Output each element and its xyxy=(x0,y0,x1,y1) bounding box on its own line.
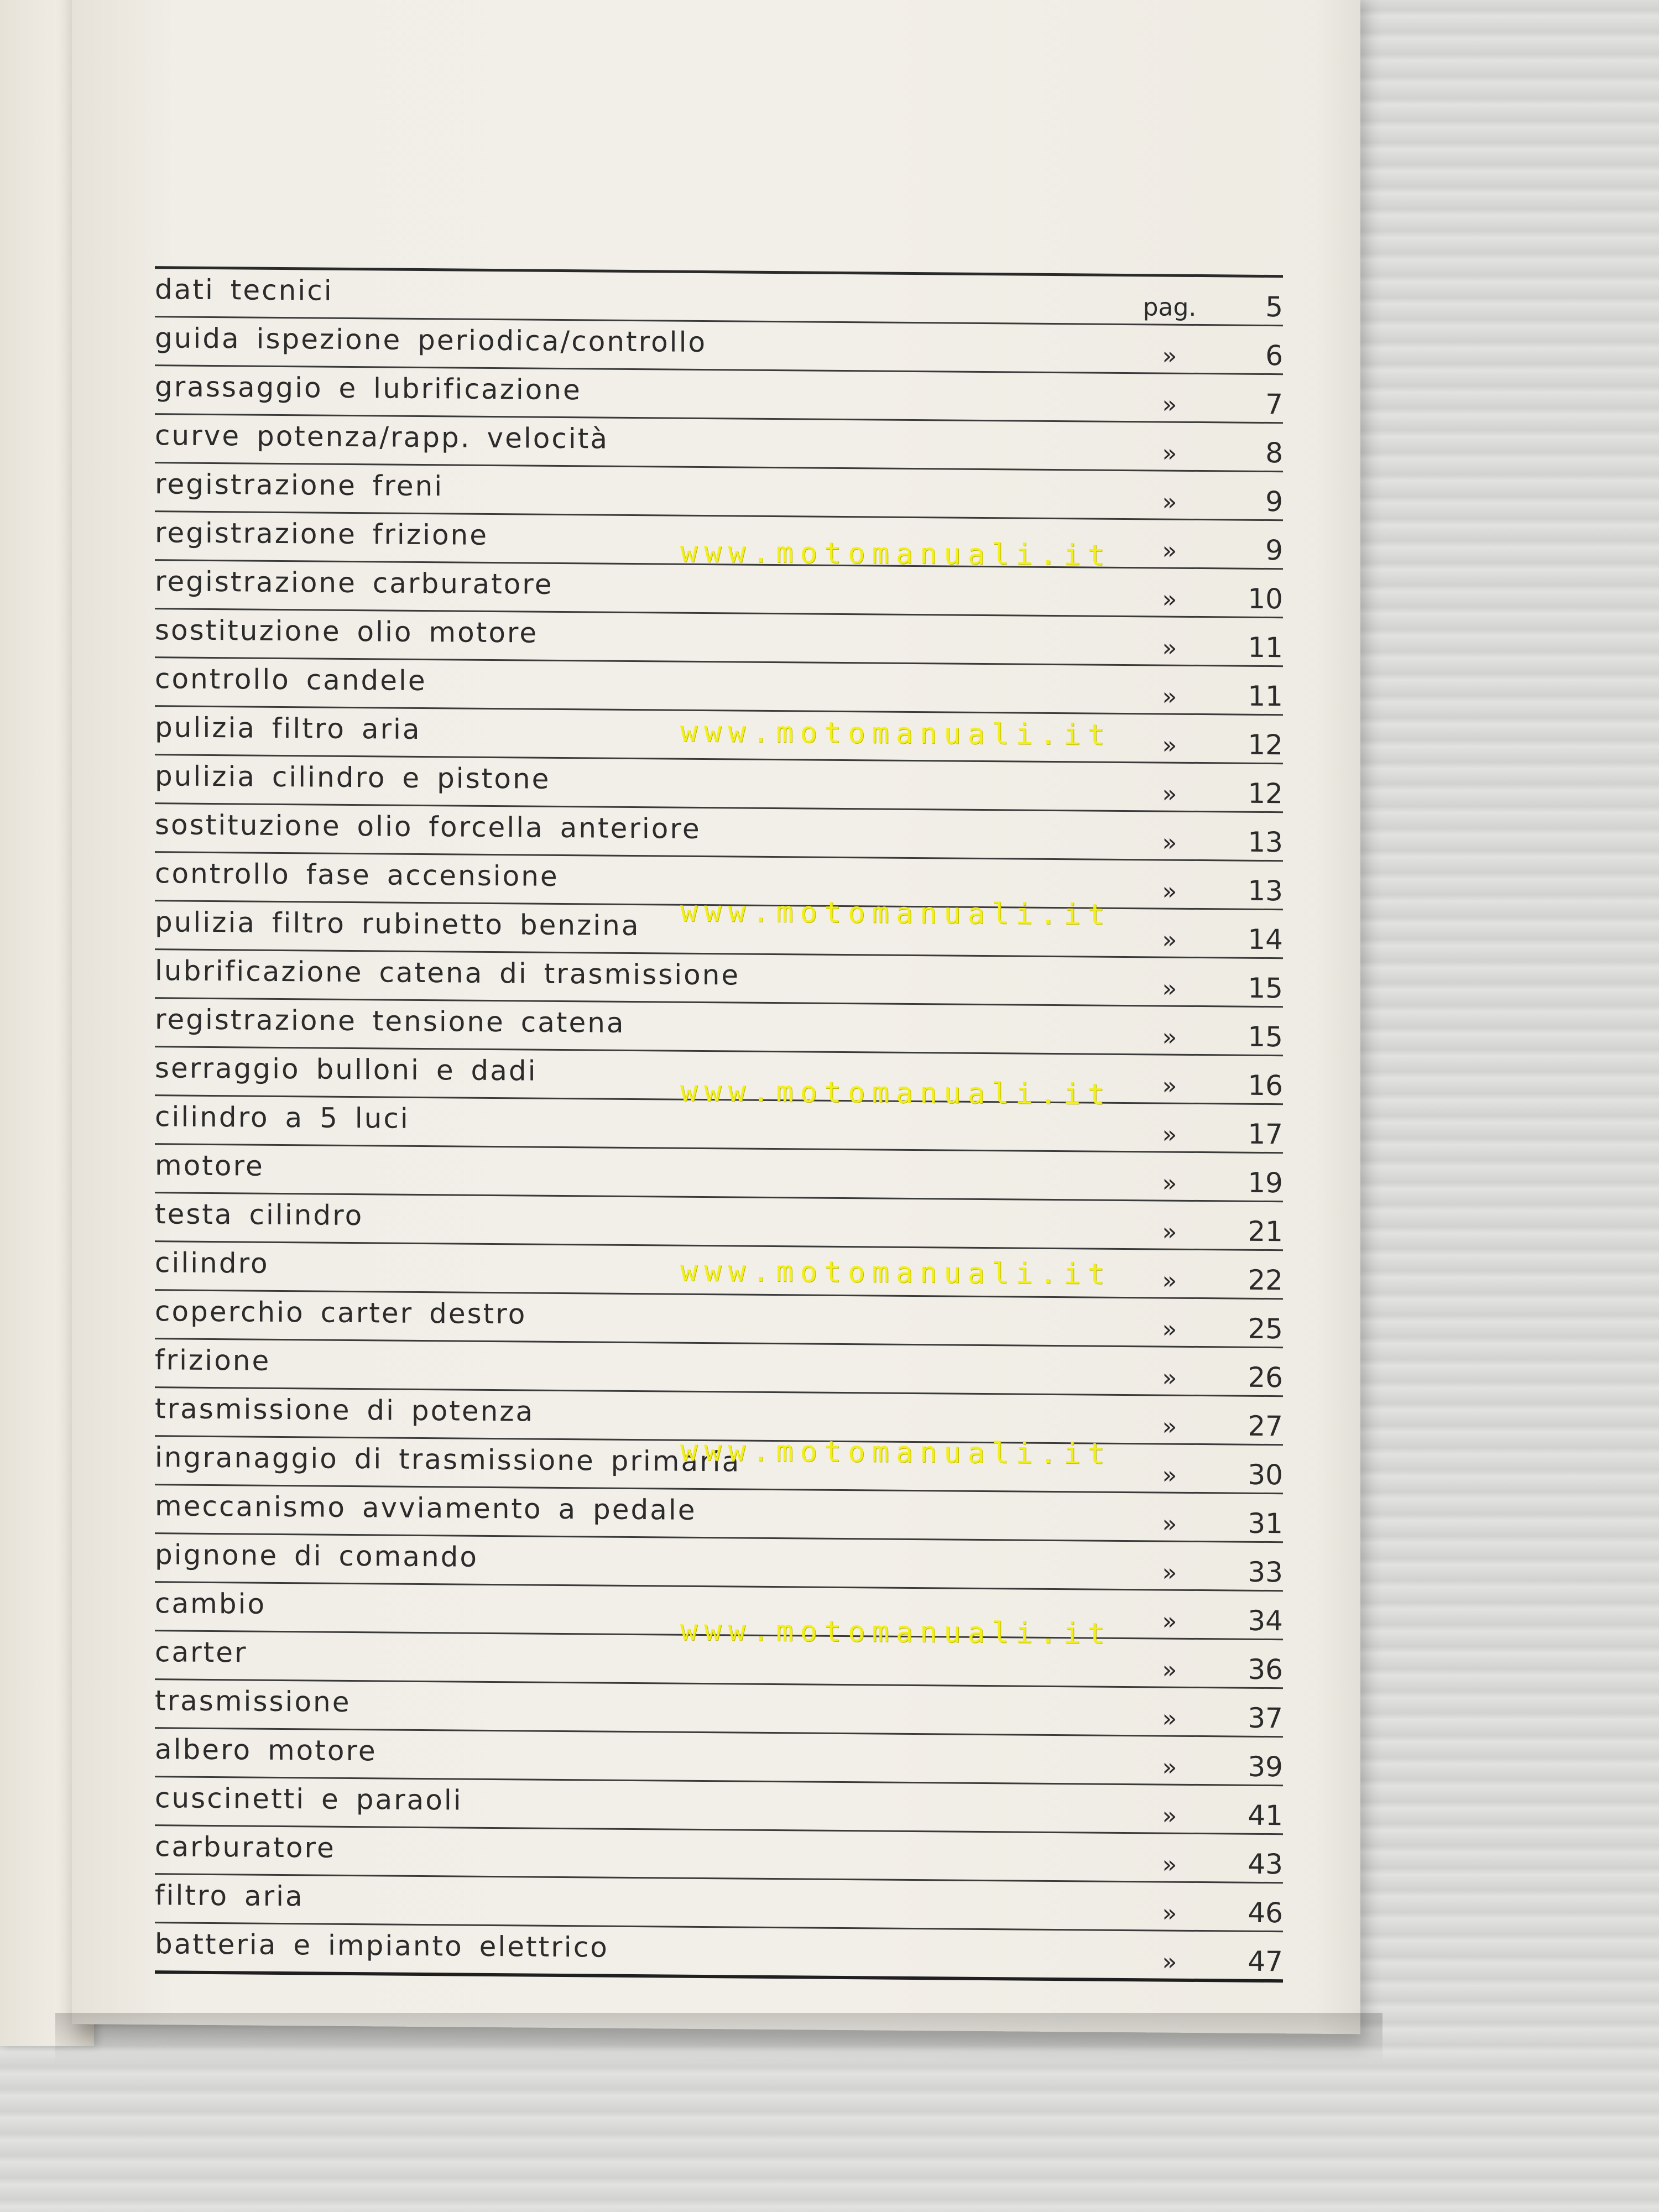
toc-row xyxy=(155,1291,1283,1348)
toc-entry-marker: » xyxy=(1162,731,1177,760)
toc-entry-title: registrazione freni xyxy=(155,468,444,503)
toc-entry-title: pulizia filtro aria xyxy=(155,711,421,745)
toc-row xyxy=(155,561,1283,618)
toc-entry-title: dati tecnici xyxy=(155,273,333,307)
toc-row xyxy=(155,1534,1283,1592)
toc-entry-marker: » xyxy=(1162,1412,1177,1441)
toc-row xyxy=(155,999,1283,1056)
toc-entry-marker: » xyxy=(1162,1850,1177,1879)
toc-entry-marker: » xyxy=(1162,1218,1177,1246)
toc-row xyxy=(155,317,1283,375)
toc-entry-marker: » xyxy=(1162,1315,1177,1344)
toc-entry-title: registrazione tensione catena xyxy=(155,1003,625,1039)
toc-entry-title: grassaggio e lubrificazione xyxy=(155,371,582,406)
watermark-6: www.motomanuali.it xyxy=(680,1434,1112,1471)
toc-entry-title: pulizia cilindro e pistone xyxy=(155,760,551,795)
toc-entry-marker: » xyxy=(1162,634,1177,662)
page-edge-shading xyxy=(1316,0,1360,2034)
toc-entry-page-number: 14 xyxy=(1248,923,1283,956)
toc-entry-marker: » xyxy=(1162,1510,1177,1538)
toc-entry-marker: » xyxy=(1162,1120,1177,1149)
toc-row xyxy=(155,1485,1283,1543)
toc-entry-marker: » xyxy=(1162,1266,1177,1295)
toc-entry-title: registrazione frizione xyxy=(155,517,489,551)
toc-entry-marker: » xyxy=(1162,926,1177,954)
toc-entry-marker: » xyxy=(1162,1948,1177,1976)
toc-row xyxy=(155,950,1283,1008)
page-bottom-shadow xyxy=(55,2013,1383,2063)
toc-entry-title: cilindro xyxy=(155,1246,269,1280)
toc-entry-page-number: 19 xyxy=(1248,1166,1283,1199)
toc-entry-page-number: 9 xyxy=(1265,485,1283,518)
toc-entry-title: trasmissione di potenza xyxy=(155,1392,535,1428)
toc-entry-marker: » xyxy=(1162,1704,1177,1733)
toc-entry-page-number: 11 xyxy=(1248,680,1283,713)
watermark-5: www.motomanuali.it xyxy=(680,1254,1112,1291)
toc-entry-marker: » xyxy=(1162,1461,1177,1490)
toc-row xyxy=(155,609,1283,667)
toc-entry-marker: » xyxy=(1162,342,1177,371)
toc-entry-page-number: 46 xyxy=(1248,1896,1283,1929)
toc-entry-page-number: 7 xyxy=(1265,388,1283,421)
toc-row xyxy=(155,463,1283,521)
watermark-7: www.motomanuali.it xyxy=(680,1614,1112,1651)
toc-entry-marker: » xyxy=(1162,1656,1177,1684)
toc-entry-page-number: 47 xyxy=(1248,1945,1283,1978)
toc-entry-title: lubrificazione catena di trasmissione xyxy=(155,954,740,992)
toc-entry-page-number: 6 xyxy=(1265,339,1283,372)
toc-entry-marker: » xyxy=(1162,1072,1177,1100)
toc-entry-page-number: 5 xyxy=(1265,290,1283,324)
toc-entry-marker: » xyxy=(1162,1899,1177,1928)
toc-entry-title: controllo fase accensione xyxy=(155,857,559,893)
toc-entry-page-number: 22 xyxy=(1248,1264,1283,1297)
toc-entry-page-number: 33 xyxy=(1248,1556,1283,1589)
toc-entry-page-number: 34 xyxy=(1248,1604,1283,1637)
toc-entry-marker: » xyxy=(1162,1558,1177,1587)
toc-entry-marker: pag. xyxy=(1142,293,1197,322)
toc-entry-title: frizione xyxy=(155,1344,271,1377)
toc-row xyxy=(155,1729,1283,1786)
toc-entry-page-number: 26 xyxy=(1248,1361,1283,1394)
toc-entry-title: sostituzione olio motore xyxy=(155,614,539,649)
toc-entry-marker: » xyxy=(1162,488,1177,517)
toc-row xyxy=(155,1145,1283,1202)
watermark-2: www.motomanuali.it xyxy=(680,715,1112,752)
toc-entry-page-number: 31 xyxy=(1248,1507,1283,1540)
toc-entry-marker: » xyxy=(1162,1169,1177,1198)
toc-entry-page-number: 17 xyxy=(1248,1118,1283,1151)
toc-entry-title: filtro aria xyxy=(155,1879,304,1913)
toc-entry-marker: » xyxy=(1162,1364,1177,1392)
toc-entry-page-number: 41 xyxy=(1248,1799,1283,1832)
toc-entry-page-number: 16 xyxy=(1248,1069,1283,1102)
toc-entry-marker: » xyxy=(1162,682,1177,711)
toc-entry-page-number: 25 xyxy=(1248,1312,1283,1345)
toc-entry-marker: » xyxy=(1162,1753,1177,1782)
toc-entry-page-number: 12 xyxy=(1248,777,1283,810)
toc-entry-title: meccanismo avviamento a pedale xyxy=(155,1490,697,1526)
toc-entry-title: albero motore xyxy=(155,1733,377,1767)
toc-entry-title: serraggio bulloni e dadi xyxy=(155,1052,538,1087)
toc-entry-title: pignone di comando xyxy=(155,1538,478,1573)
toc-entry-marker: » xyxy=(1162,585,1177,614)
toc-entry-title: carburatore xyxy=(155,1830,336,1864)
toc-entry-title: cuscinetti e paraoli xyxy=(155,1782,463,1817)
watermark-3: www.motomanuali.it xyxy=(680,895,1112,932)
toc-entry-title: carter xyxy=(155,1636,248,1669)
toc-entry-title: coperchio carter destro xyxy=(155,1295,527,1331)
toc-entry-title: pulizia filtro rubinetto benzina xyxy=(155,906,640,942)
toc-entry-title: trasmissione xyxy=(155,1684,351,1718)
table-of-contents xyxy=(155,266,1283,1983)
toc-entry-title: batteria e impianto elettrico xyxy=(155,1928,609,1964)
toc-entry-page-number: 9 xyxy=(1265,534,1283,567)
toc-row xyxy=(155,366,1283,424)
toc-entry-page-number: 11 xyxy=(1248,631,1283,664)
toc-row xyxy=(155,415,1283,472)
toc-entry-page-number: 36 xyxy=(1248,1653,1283,1686)
toc-entry-page-number: 12 xyxy=(1248,728,1283,761)
toc-row xyxy=(155,658,1283,716)
toc-entry-page-number: 13 xyxy=(1248,826,1283,859)
booklet-page xyxy=(72,0,1360,2034)
toc-entry-page-number: 39 xyxy=(1248,1750,1283,1783)
toc-entry-title: motore xyxy=(155,1149,264,1182)
toc-row xyxy=(155,1826,1283,1884)
toc-entry-page-number: 43 xyxy=(1248,1848,1283,1881)
toc-row xyxy=(155,1777,1283,1835)
toc-entry-marker: » xyxy=(1162,828,1177,857)
toc-entry-marker: » xyxy=(1162,780,1177,808)
toc-entry-page-number: 15 xyxy=(1248,1020,1283,1053)
watermark-1: www.motomanuali.it xyxy=(680,535,1112,572)
watermark-4: www.motomanuali.it xyxy=(680,1074,1112,1112)
toc-entry-marker: » xyxy=(1162,877,1177,906)
toc-row xyxy=(155,755,1283,813)
toc-entry-marker: » xyxy=(1162,974,1177,1003)
toc-entry-title: registrazione carburatore xyxy=(155,565,554,601)
toc-row xyxy=(155,1680,1283,1738)
toc-entry-marker: » xyxy=(1162,1802,1177,1830)
toc-row xyxy=(155,1875,1283,1932)
toc-row xyxy=(155,1193,1283,1251)
toc-entry-page-number: 8 xyxy=(1265,436,1283,469)
toc-entry-marker: » xyxy=(1162,1607,1177,1636)
toc-entry-title: testa cilindro xyxy=(155,1198,364,1232)
toc-row xyxy=(155,1923,1283,1983)
toc-entry-page-number: 30 xyxy=(1248,1458,1283,1491)
toc-entry-marker: » xyxy=(1162,390,1177,419)
toc-entry-marker: » xyxy=(1162,1023,1177,1052)
toc-entry-marker: » xyxy=(1162,439,1177,468)
toc-entry-page-number: 10 xyxy=(1248,582,1283,615)
toc-entry-title: ingranaggio di trasmissione primaria xyxy=(155,1441,741,1478)
toc-entry-title: cambio xyxy=(155,1587,267,1620)
toc-entry-page-number: 13 xyxy=(1248,874,1283,907)
toc-entry-title: sostituzione olio forcella anteriore xyxy=(155,808,701,845)
toc-entry-title: curve potenza/rapp. velocità xyxy=(155,419,609,455)
toc-entry-title: cilindro a 5 luci xyxy=(155,1100,410,1135)
toc-entry-page-number: 37 xyxy=(1248,1702,1283,1735)
toc-entry-marker: » xyxy=(1162,536,1177,565)
toc-row xyxy=(155,269,1283,326)
toc-rows xyxy=(155,269,1283,1983)
toc-row xyxy=(155,1339,1283,1397)
toc-entry-title: controllo candele xyxy=(155,662,427,697)
toc-entry-title: guida ispezione periodica/controllo xyxy=(155,322,707,359)
toc-row xyxy=(155,804,1283,862)
toc-entry-page-number: 27 xyxy=(1248,1410,1283,1443)
toc-entry-page-number: 15 xyxy=(1248,972,1283,1005)
toc-entry-page-number: 21 xyxy=(1248,1215,1283,1248)
